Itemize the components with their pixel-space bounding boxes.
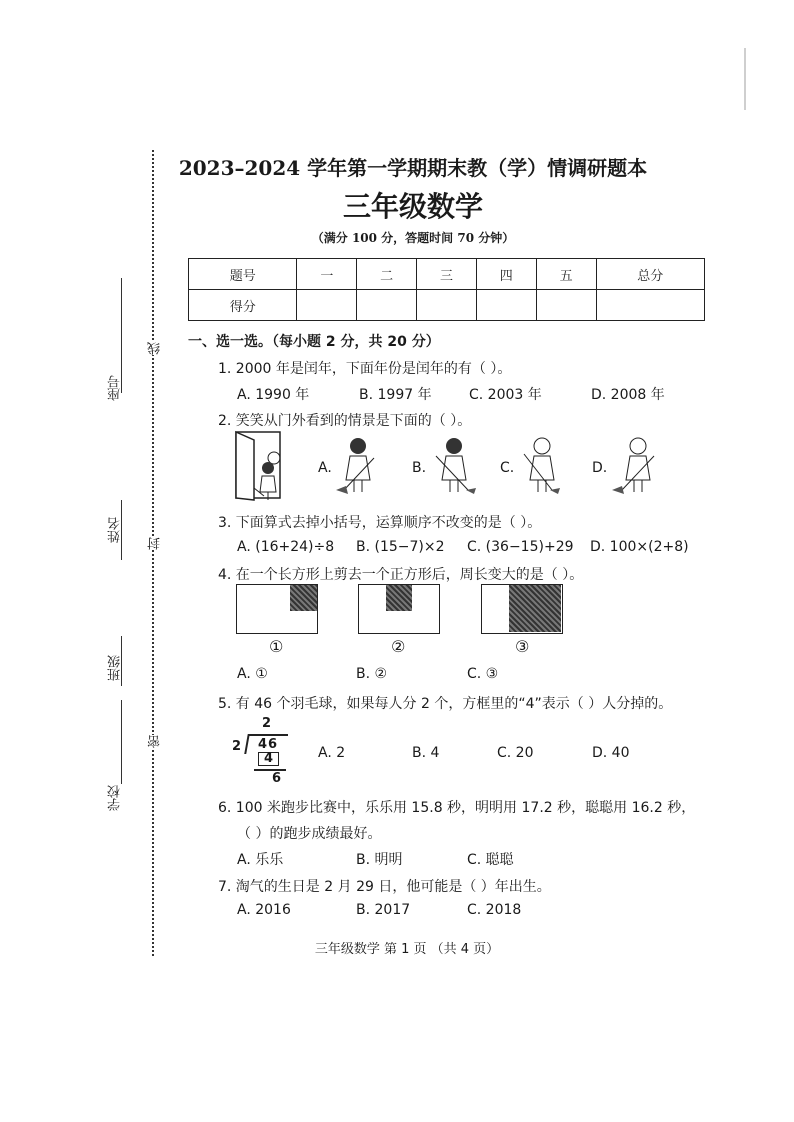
option-b: B. (15−7)×2 [356,539,445,555]
question-2: 2. 笑笑从门外看到的情景是下面的（ ）。 [218,413,472,429]
option-c: C. 20 [497,745,534,761]
question-6-continued: （ ）的跑步成绩最好。 [237,826,382,842]
option-a: A. 乐乐 [237,852,284,868]
division-subtract-line [254,769,286,771]
option-a: A. 1990 年 [237,387,310,403]
question-7: 7. 淘气的生日是 2 月 29 日，他可能是（ ）年出生。 [218,879,551,895]
table-cell: 一 [297,259,357,290]
score-input-cell[interactable] [297,290,357,321]
class-label: 班级 [108,655,123,681]
option-c: C. ③ [467,666,499,682]
girl-sweeping-a-picture [330,436,386,498]
seal-char-xian: 线 [148,342,163,355]
division-boxed-digit: 4 [258,752,279,766]
score-input-cell[interactable] [357,290,417,321]
option-d: D. 2008 年 [591,387,665,403]
division-bracket [244,734,249,754]
option-a: A. ① [237,666,268,682]
cut-square-1 [290,585,317,611]
option-c: C. 2003 年 [469,387,542,403]
question-1: 1. 2000 年是闰年，下面年份是闰年的有（ ）。 [218,361,512,377]
figure-label-1: ① [269,637,284,656]
girl-sweeping-d-picture [606,436,666,498]
girl-sweeping-b-picture [428,436,484,498]
page-footer: 三年级数学 第 1 页 （共 4 页） [314,942,500,957]
score-input-cell[interactable] [536,290,596,321]
seat-label: 座号 [108,375,123,401]
scan-edge-line [744,48,746,110]
option-a: A. (16+24)÷8 [237,539,335,555]
score-input-cell[interactable] [596,290,704,321]
option-c: C. [500,460,515,476]
seal-char-mi: 密 [148,735,163,748]
cut-square-3 [509,585,561,632]
option-d: D. 100×(2+8) [590,539,689,555]
exam-title: 2023–2024 学年第一学期期末教（学）情调研题本 [178,156,648,180]
question-3: 3. 下面算式去掉小括号，运算顺序不改变的是（ ）。 [218,515,542,531]
table-cell: 二 [357,259,417,290]
table-cell: 三 [417,259,477,290]
option-b: B. 明明 [356,852,403,868]
option-b: B. [412,460,427,476]
option-d: D. 40 [592,745,630,761]
option-a: A. 2016 [237,902,291,918]
school-label: 学校 [108,785,123,811]
binding-dotted-line [152,150,154,956]
option-b: B. 4 [412,745,440,761]
table-cell: 得分 [189,290,297,321]
figure-label-2: ② [391,637,406,656]
cut-square-2 [386,585,412,611]
question-5: 5. 有 46 个羽毛球，如果每人分 2 个，方框里的“4”表示（ ）人分掉的。 [218,696,673,712]
option-b: B. ② [356,666,388,682]
score-input-cell[interactable] [476,290,536,321]
score-table-header-row [189,259,705,290]
door-scene-picture [234,430,294,502]
division-bar [248,734,288,736]
question-4: 4. 在一个长方形上剪去一个正方形后，周长变大的是（ ）。 [218,567,584,583]
seal-char-feng: 封 [148,537,163,550]
option-b: B. 2017 [356,902,411,918]
figure-label-3: ③ [515,637,530,656]
name-label: 姓名 [108,517,123,543]
table-cell: 题号 [189,259,297,290]
question-6: 6. 100 米跑步比赛中，乐乐用 15.8 秒，明明用 17.2 秒，聪聪用 16.2 秒， [218,800,696,816]
girl-sweeping-c-picture [512,436,572,498]
table-cell: 四 [476,259,536,290]
option-a: A. [318,460,332,476]
division-quotient: 2 [262,716,272,731]
school-underline [121,700,122,784]
score-table [188,258,705,321]
long-division [232,716,292,786]
option-d: D. [592,460,608,476]
option-c: C. 2018 [467,902,522,918]
section-heading: 一、选一选。（每小题 2 分，共 20 分） [188,334,440,350]
score-input-cell[interactable] [417,290,477,321]
table-cell: 五 [536,259,596,290]
subject-title: 三年级数学 [342,190,483,223]
division-divisor: 2 [232,739,242,754]
division-remainder: 6 [272,771,282,786]
division-dividend: 46 [258,737,279,752]
option-a: A. 2 [318,745,346,761]
option-c: C. 聪聪 [467,852,514,868]
score-table-score-row [189,290,705,321]
option-b: B. 1997 年 [359,387,432,403]
option-c: C. (36−15)+29 [467,539,574,555]
exam-note: （满分 100 分，答题时间 70 分钟） [311,231,515,245]
table-cell: 总分 [596,259,704,290]
